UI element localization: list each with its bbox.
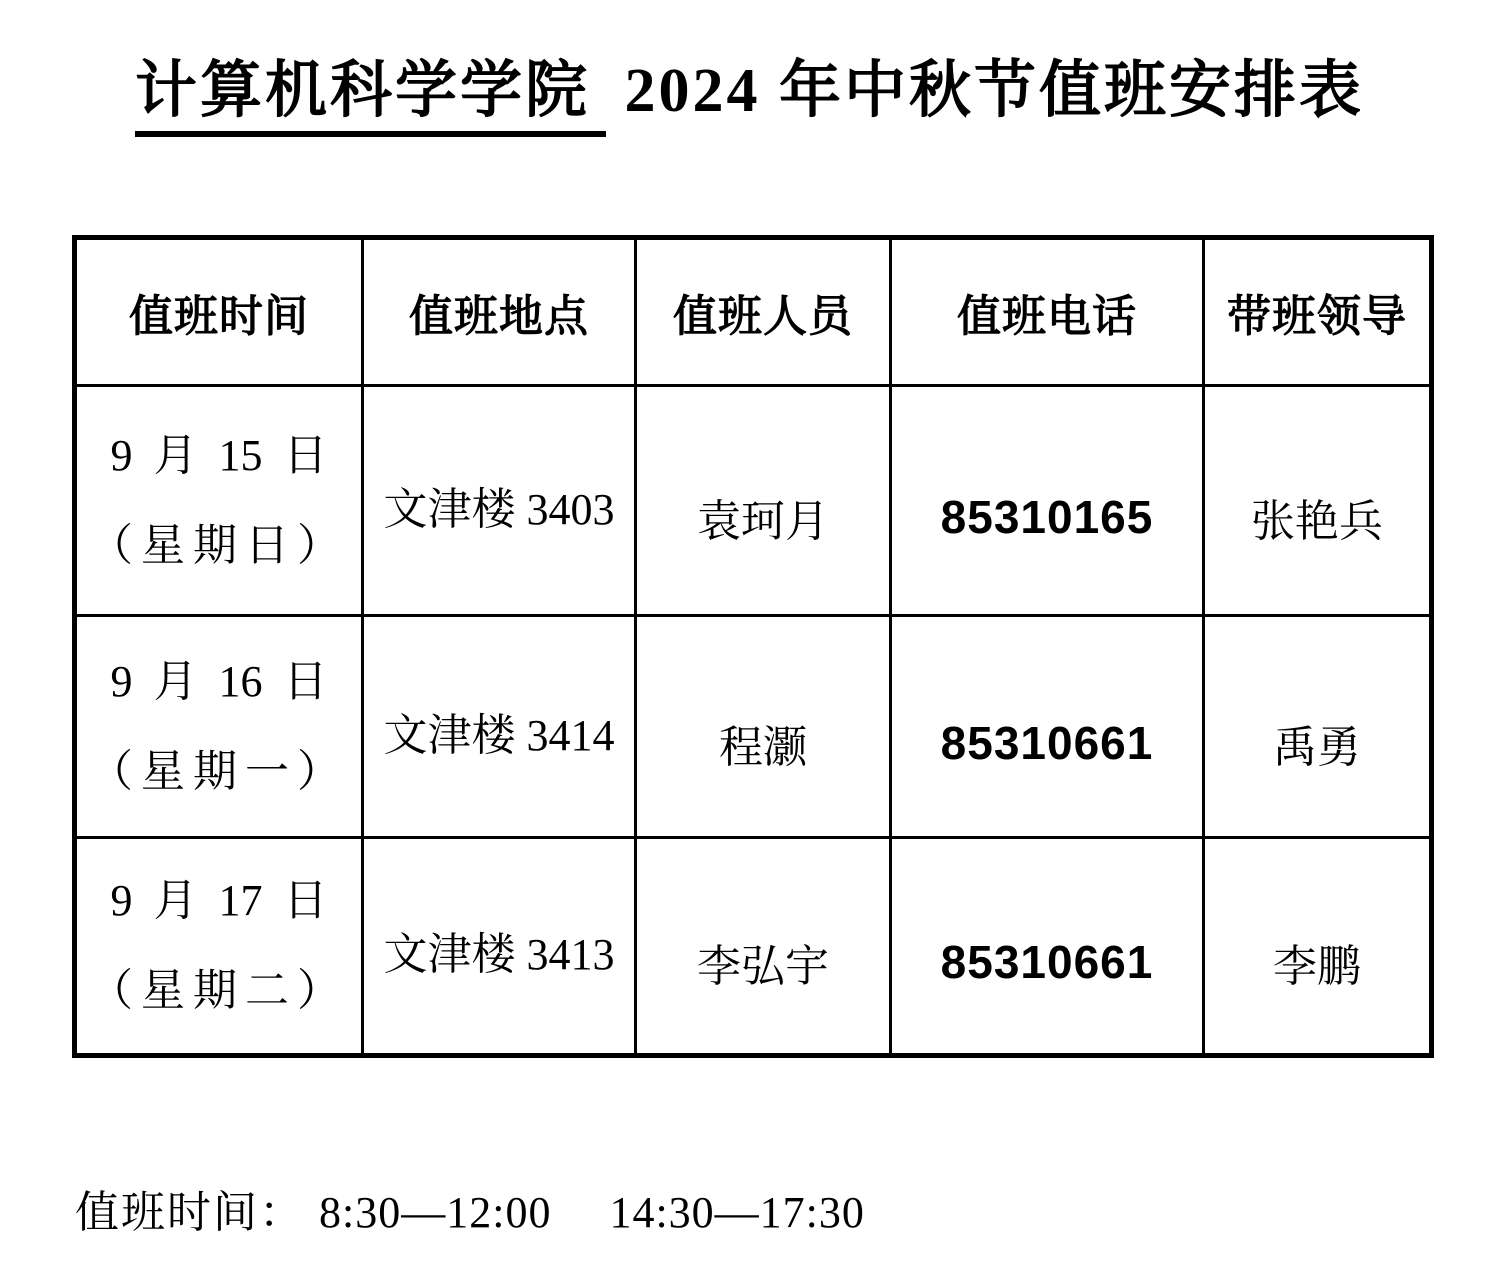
duty-weekday-text: （星期日） <box>89 520 349 570</box>
duty-weekday-text: （星期二） <box>89 966 349 1015</box>
cell-duty-person: 程灏 <box>636 616 891 838</box>
duty-hours-note <box>75 1176 1499 1240</box>
cell-duty-location: 文津楼 3414 <box>363 616 636 838</box>
cell-duty-person: 李弘宇 <box>636 838 891 1056</box>
duty-date-text: 9 月 17 日 <box>110 876 328 925</box>
title-rest: 2024 年中秋节值班安排表 <box>624 57 1365 125</box>
header-duty-phone: 值班电话 <box>891 238 1204 386</box>
duty-date-text: 9 月 16 日 <box>110 656 328 706</box>
cell-duty-leader: 禹勇 <box>1204 616 1432 838</box>
duty-date-text: 9 月 15 日 <box>110 430 328 480</box>
cell-duty-location: 文津楼 3413 <box>363 838 636 1056</box>
cell-duty-phone: 85310661 <box>891 616 1204 838</box>
table-row <box>75 616 1432 838</box>
cell-duty-person: 袁珂月 <box>636 386 891 616</box>
header-duty-leader: 带班领导 <box>1204 238 1432 386</box>
cell-duty-location: 文津楼 3403 <box>363 386 636 616</box>
header-duty-time: 值班时间 <box>75 238 363 386</box>
duty-hours-label: 值班时间： <box>75 1188 305 1237</box>
cell-duty-leader: 张艳兵 <box>1204 386 1432 616</box>
header-duty-location: 值班地点 <box>363 238 636 386</box>
page-title <box>0 0 1499 129</box>
cell-duty-phone: 85310165 <box>891 386 1204 616</box>
table-row <box>75 386 1432 616</box>
cell-duty-leader: 李鹏 <box>1204 838 1432 1056</box>
duty-weekday-text: （星期一） <box>89 746 349 796</box>
cell-duty-phone: 85310661 <box>891 838 1204 1056</box>
duty-hours-morning: 8:30—12:00 <box>319 1188 552 1237</box>
table-header-row <box>75 238 1432 386</box>
title-college-name: 计算机科学学院 <box>135 57 606 137</box>
duty-schedule-table <box>72 235 1434 1058</box>
table-row <box>75 838 1432 1056</box>
header-duty-person: 值班人员 <box>636 238 891 386</box>
cell-duty-date <box>75 616 363 838</box>
cell-duty-date <box>75 838 363 1056</box>
cell-duty-date <box>75 386 363 616</box>
duty-hours-afternoon: 14:30—17:30 <box>609 1188 865 1237</box>
